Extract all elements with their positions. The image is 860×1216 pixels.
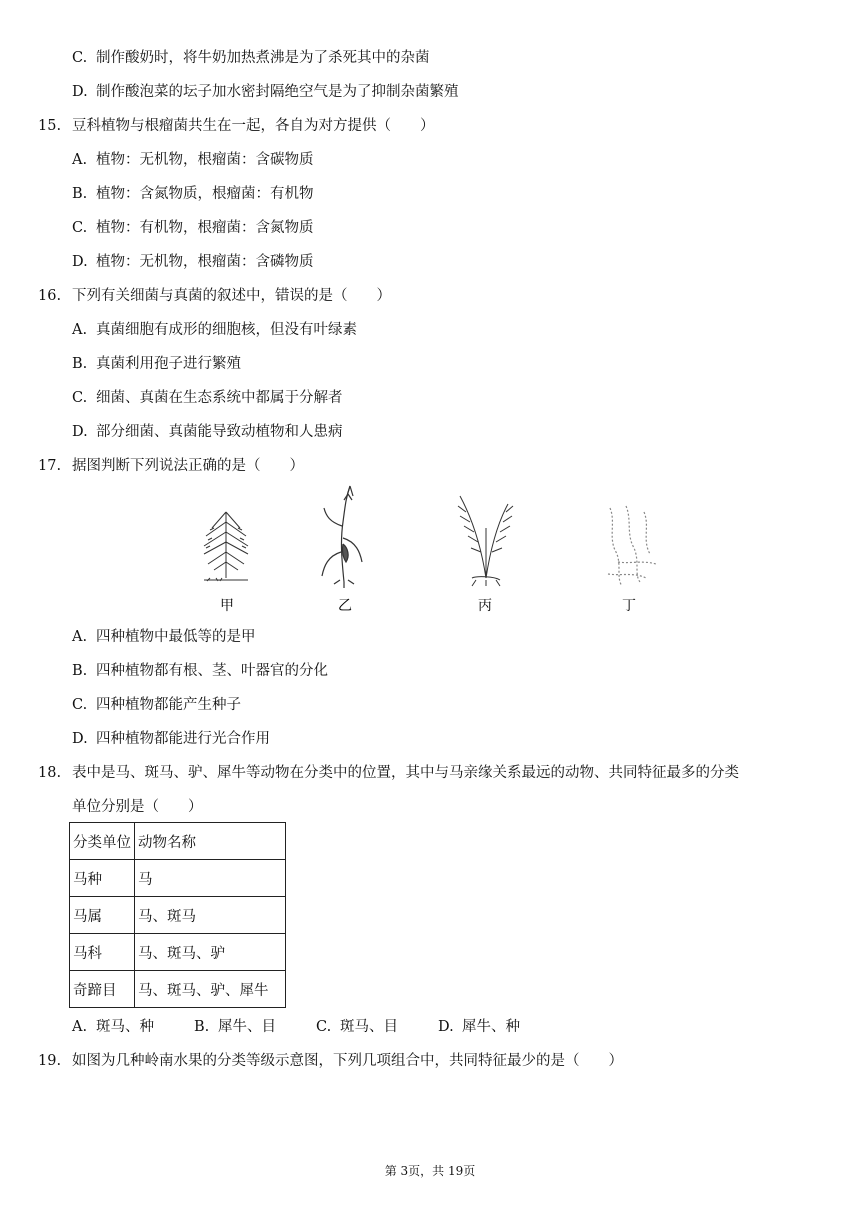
question-number: 15.: [38, 118, 62, 134]
option-text: 四种植物都能进行光合作用: [96, 731, 270, 747]
q18-options: [72, 1017, 560, 1037]
q17-option-c: [72, 695, 241, 715]
table-cell: 马种: [70, 860, 135, 897]
table-header: 分类单位: [70, 823, 135, 860]
option-text: 植物：无机物，根瘤菌：含磷物质: [96, 254, 314, 270]
option-text: 植物：无机物，根瘤菌：含碳物质: [96, 152, 314, 168]
q16-option-d: [72, 422, 343, 442]
table-cell: 马: [135, 860, 286, 897]
option-text: 四种植物都能产生种子: [96, 697, 241, 713]
q17-option-b: [72, 661, 328, 681]
question-number: 16.: [38, 288, 62, 304]
figure-label-ding: 丁: [622, 598, 636, 614]
question-text: 表中是马、斑马、驴、犀牛等动物在分类中的位置，其中与马亲缘关系最远的动物、共同特征最多的分类: [72, 765, 739, 781]
table-cell: 马、斑马、驴: [135, 934, 286, 971]
q16-option-a: [72, 320, 357, 340]
figure-label-bing: 丙: [478, 598, 492, 614]
question-number: 17.: [38, 458, 62, 474]
option-letter: C.: [72, 697, 88, 713]
option-letter: D.: [438, 1019, 454, 1035]
option-text: 部分细菌、真菌能导致动植物和人患病: [96, 424, 343, 440]
table-header-row: [70, 823, 286, 860]
plants-figure: [190, 482, 690, 618]
option-letter: B.: [194, 1019, 210, 1035]
option-letter: C.: [72, 50, 88, 66]
taxonomy-table: [69, 822, 286, 1008]
question-text: 豆科植物与根瘤菌共生在一起，各自为对方提供（ ）: [72, 118, 435, 134]
question-17: [38, 456, 304, 476]
option-letter: B.: [72, 186, 88, 202]
option-text: 植物：有机物，根瘤菌：含氮物质: [96, 220, 314, 236]
figure-label-yi: 乙: [338, 598, 352, 614]
question-number: 18.: [38, 765, 62, 781]
figure-label-jia: 甲: [220, 598, 234, 614]
table-cell: 马属: [70, 897, 135, 934]
q15-option-d: [72, 252, 314, 272]
option-text: 植物：含氮物质，根瘤菌：有机物: [96, 186, 314, 202]
option-text: 细菌、真菌在生态系统中都属于分解者: [96, 390, 343, 406]
q18-option-a: [72, 1017, 154, 1037]
table-cell: 马、斑马、驴、犀牛: [135, 971, 286, 1008]
plant-bing-image: [458, 496, 513, 586]
plant-yi-image: [322, 486, 362, 588]
option-letter: A.: [72, 322, 88, 338]
q18-option-c: [316, 1017, 398, 1037]
table-header: 动物名称: [135, 823, 286, 860]
option-letter: D.: [72, 731, 88, 747]
question-16: [38, 286, 391, 306]
q16-option-b: [72, 354, 241, 374]
table-row: [70, 897, 286, 934]
question-text: 下列有关细菌与真菌的叙述中，错误的是（ ）: [72, 288, 391, 304]
question-15: [38, 116, 435, 136]
q15-option-c: [72, 218, 314, 238]
table-row: [70, 934, 286, 971]
q17-option-a: [72, 627, 256, 647]
option-text: 制作酸奶时，将牛奶加热煮沸是为了杀死其中的杂菌: [96, 50, 430, 66]
option-letter: A.: [72, 152, 88, 168]
table-cell: 奇蹄目: [70, 971, 135, 1008]
table-row: [70, 971, 286, 1008]
option-text: 斑马、目: [340, 1019, 398, 1035]
option-letter: D.: [72, 424, 88, 440]
q15-option-b: [72, 184, 314, 204]
option-letter: C.: [72, 390, 88, 406]
q18-option-d: [438, 1017, 520, 1037]
option-text: 真菌细胞有成形的细胞核，但没有叶绿素: [96, 322, 357, 338]
question-18: [38, 763, 739, 783]
option-text: 犀牛、种: [462, 1019, 520, 1035]
option-text: 四种植物都有根、茎、叶器官的分化: [96, 663, 328, 679]
option-letter: A.: [72, 629, 88, 645]
option-letter: A.: [72, 1019, 88, 1035]
table-cell: 马科: [70, 934, 135, 971]
question-19: [38, 1051, 623, 1071]
table-cell: 马、斑马: [135, 897, 286, 934]
question-text: 据图判断下列说法正确的是（ ）: [72, 458, 304, 474]
table-row: [70, 860, 286, 897]
option-letter: C.: [316, 1019, 332, 1035]
plant-ding-image: [608, 506, 656, 586]
q15-option-a: [72, 150, 314, 170]
option-letter: D.: [72, 84, 88, 100]
q16-option-c: [72, 388, 343, 408]
option-d: [72, 82, 459, 102]
option-text: 斑马、种: [96, 1019, 154, 1035]
option-letter: D.: [72, 254, 88, 270]
option-text: 真菌利用孢子进行繁殖: [96, 356, 241, 372]
option-text: 犀牛、目: [218, 1019, 276, 1035]
q18-option-b: [194, 1017, 276, 1037]
question-text: 如图为几种岭南水果的分类等级示意图，下列几项组合中，共同特征最少的是（ ）: [72, 1053, 623, 1069]
option-text: 制作酸泡菜的坛子加水密封隔绝空气是为了抑制杂菌繁殖: [96, 84, 459, 100]
option-c: [72, 48, 430, 68]
question-18-line2: 单位分别是（ ）: [72, 799, 203, 815]
page-footer: 第 3页，共 19页: [384, 1164, 476, 1178]
question-number: 19.: [38, 1053, 62, 1069]
q17-option-d: [72, 729, 270, 749]
plant-jia-image: [204, 512, 248, 581]
option-text: 四种植物中最低等的是甲: [96, 629, 256, 645]
option-letter: C.: [72, 220, 88, 236]
option-letter: B.: [72, 356, 88, 372]
option-letter: B.: [72, 663, 88, 679]
